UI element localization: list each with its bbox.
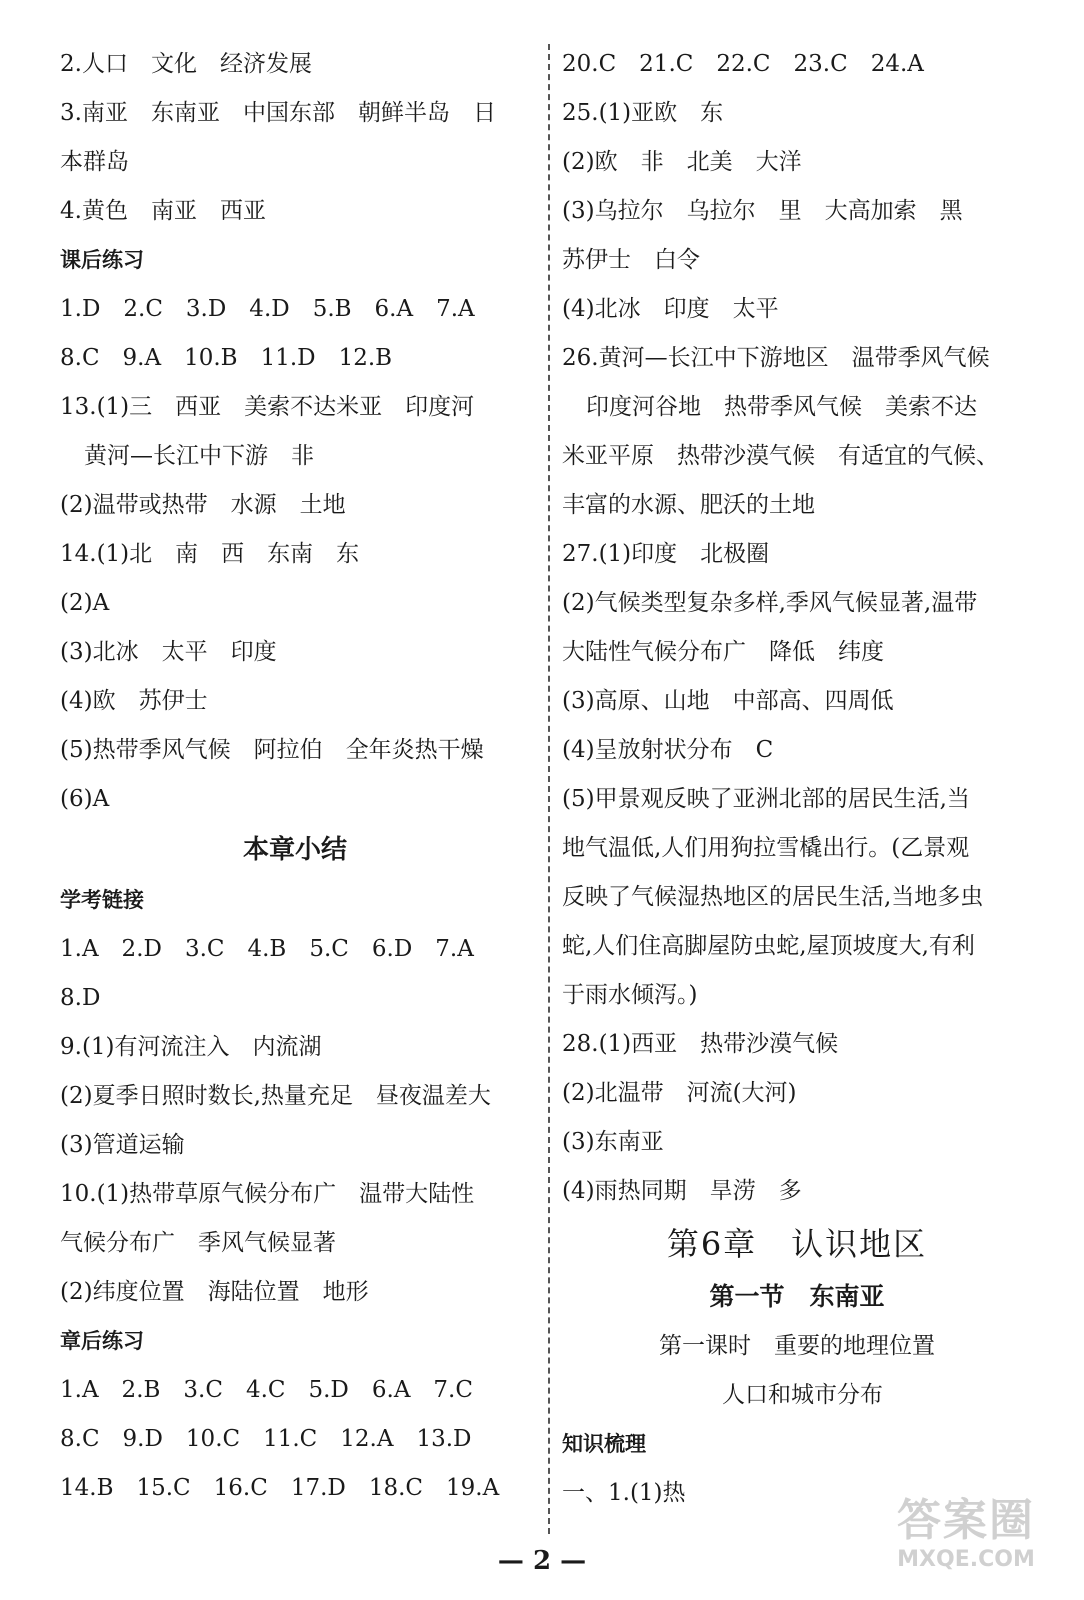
answer-line: (4)雨热同期 旱涝 多 bbox=[562, 1178, 802, 1204]
answer-line: 20.C 21.C 22.C 23.C 24.A bbox=[562, 51, 924, 77]
answer-line: (6)A bbox=[60, 786, 110, 812]
answer-line: 13.(1)三 西亚 美索不达米亚 印度河 bbox=[60, 394, 475, 420]
answer-line: 4.黄色 南亚 西亚 bbox=[60, 198, 266, 224]
answer-line: (5)热带季风气候 阿拉伯 全年炎热干燥 bbox=[60, 737, 484, 763]
answer-line: (5)甲景观反映了亚洲北部的居民生活,当 bbox=[562, 786, 970, 812]
answer-line: 印度河谷地 热带季风气候 美索不达 bbox=[586, 394, 977, 420]
lesson-title: 第一课时 重要的地理位置 bbox=[659, 1333, 935, 1359]
answer-line: 27.(1)印度 北极圈 bbox=[562, 541, 770, 567]
answer-line: 14.B 15.C 16.C 17.D 18.C 19.A bbox=[60, 1475, 500, 1501]
answer-line: 于雨水倾泻。) bbox=[562, 982, 698, 1008]
answer-line: (3)东南亚 bbox=[562, 1129, 664, 1155]
answer-line: 地气温低,人们用狗拉雪橇出行。(乙景观 bbox=[562, 835, 970, 861]
answer-line: 1.D 2.C 3.D 4.D 5.B 6.A 7.A bbox=[60, 296, 475, 322]
answer-line: (2)气候类型复杂多样,季风气候显著,温带 bbox=[562, 590, 978, 616]
subsection-heading: 章后练习 bbox=[60, 1329, 144, 1353]
answer-line: 反映了气候湿热地区的居民生活,当地多虫 bbox=[562, 884, 984, 910]
section-title: 第一节 东南亚 bbox=[709, 1282, 885, 1311]
watermark-logo bbox=[866, 1496, 1066, 1586]
chapter-title: 第6章 认识地区 bbox=[666, 1225, 928, 1263]
answer-line: (2)温带或热带 水源 土地 bbox=[60, 492, 346, 518]
column-divider bbox=[548, 44, 550, 1534]
answer-line: (3)北冰 太平 印度 bbox=[60, 639, 277, 665]
answer-line: 丰富的水源、肥沃的土地 bbox=[562, 492, 815, 518]
answer-line: (4)北冰 印度 太平 bbox=[562, 296, 779, 322]
answer-line: 大陆性气候分布广 降低 纬度 bbox=[562, 639, 884, 665]
answer-line: 3.南亚 东南亚 中国东部 朝鲜半岛 日 bbox=[60, 100, 496, 126]
answer-line: 8.D bbox=[60, 985, 101, 1011]
answer-line: (4)欧 苏伊士 bbox=[60, 688, 208, 714]
watermark-text-top: 答案圈 bbox=[897, 1495, 1035, 1546]
answer-line: (4)呈放射状分布 C bbox=[562, 737, 774, 763]
answer-line: 气候分布广 季风气候显著 bbox=[60, 1230, 336, 1256]
answer-line: 9.(1)有河流注入 内流湖 bbox=[60, 1034, 322, 1060]
chapter-summary-title: 本章小结 bbox=[242, 835, 347, 865]
answer-line: 1.A 2.B 3.C 4.C 5.D 6.A 7.C bbox=[60, 1377, 473, 1403]
subsection-heading: 课后练习 bbox=[60, 248, 144, 272]
answer-line: (2)夏季日照时数长,热量充足 昼夜温差大 bbox=[60, 1083, 491, 1109]
answer-line: 苏伊士 白令 bbox=[562, 247, 700, 273]
answer-line: 本群岛 bbox=[60, 149, 129, 175]
subsection-heading: 知识梳理 bbox=[562, 1432, 646, 1456]
answer-line: (2)北温带 河流(大河) bbox=[562, 1080, 797, 1106]
answer-line: (3)管道运输 bbox=[60, 1132, 185, 1158]
subsection-heading: 学考链接 bbox=[60, 888, 144, 912]
lesson-title: 人口和城市分布 bbox=[722, 1382, 883, 1408]
answer-line: 8.C 9.A 10.B 11.D 12.B bbox=[60, 345, 393, 371]
answer-line: (2)纬度位置 海陆位置 地形 bbox=[60, 1279, 369, 1305]
watermark-text-bottom: MXQE.COM bbox=[897, 1547, 1035, 1572]
answer-line: 一、1.(1)热 bbox=[562, 1480, 686, 1506]
answer-line: (3)高原、山地 中部高、四周低 bbox=[562, 688, 894, 714]
answer-line: 8.C 9.D 10.C 11.C 12.A 13.D bbox=[60, 1426, 472, 1452]
page-number: — 2 — bbox=[497, 1546, 587, 1576]
answer-line: 26.黄河—长江中下游地区 温带季风气候 bbox=[562, 345, 990, 371]
answer-line: 25.(1)亚欧 东 bbox=[562, 100, 724, 126]
answer-line: 黄河—长江中下游 非 bbox=[84, 443, 314, 469]
answer-line: 14.(1)北 南 西 东南 东 bbox=[60, 541, 360, 567]
answer-line: 蛇,人们住高脚屋防虫蛇,屋顶坡度大,有利 bbox=[562, 933, 975, 959]
answer-line: (3)乌拉尔 乌拉尔 里 大高加索 黑 bbox=[562, 198, 963, 224]
left-column bbox=[60, 40, 530, 1513]
answer-line: (2)欧 非 北美 大洋 bbox=[562, 149, 802, 175]
answer-line: 10.(1)热带草原气候分布广 温带大陆性 bbox=[60, 1181, 475, 1207]
right-column bbox=[562, 40, 1032, 1518]
answer-line: 米亚平原 热带沙漠气候 有适宜的气候、 bbox=[562, 443, 999, 469]
answer-line: 1.A 2.D 3.C 4.B 5.C 6.D 7.A bbox=[60, 936, 474, 962]
answer-line: (2)A bbox=[60, 590, 110, 616]
answer-line: 2.人口 文化 经济发展 bbox=[60, 51, 312, 77]
answer-line: 28.(1)西亚 热带沙漠气候 bbox=[562, 1031, 839, 1057]
